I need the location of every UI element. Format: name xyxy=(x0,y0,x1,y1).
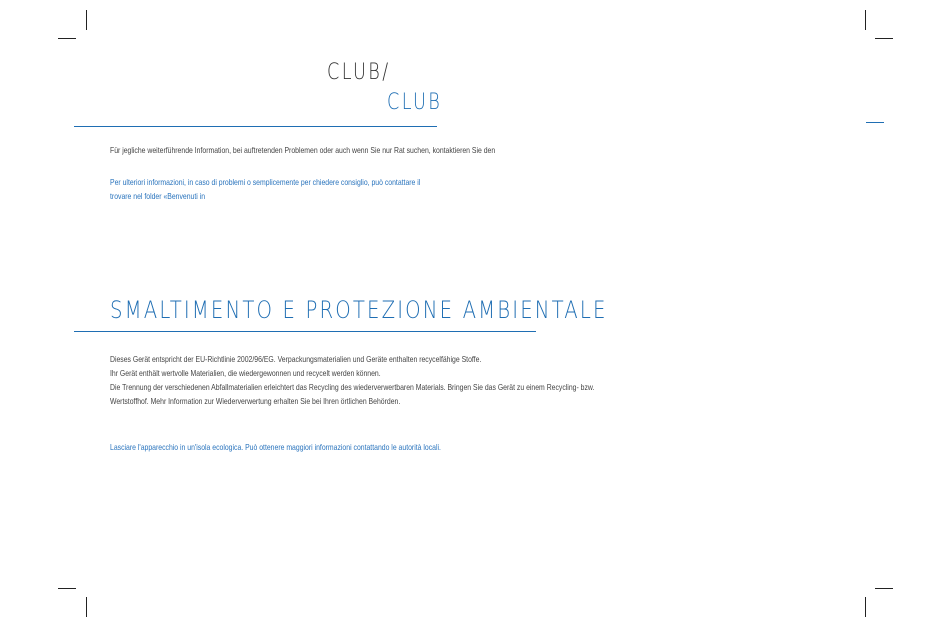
crop-mark-top-right-h xyxy=(875,38,893,39)
club-heading-de: CLUB/ xyxy=(327,60,391,85)
disposal-text-de-line1: Dieses Gerät entspricht der EU-Richtlinie 2002/96/EG. Verpackungsmaterialien und Geräte enthalten recycelfähige Stoffe. xyxy=(110,354,482,364)
club-text-de: Für jegliche weiterführende Information, bei auftretenden Problemen oder auch wenn Sie nur Rat suchen, kontaktieren Sie den xyxy=(110,145,496,155)
crop-mark-bottom-left-v xyxy=(86,597,87,617)
disposal-heading-rule xyxy=(74,331,536,332)
crop-mark-bottom-right-v xyxy=(865,597,866,617)
disposal-heading: SMALTIMENTO E PROTEZIONE AMBIENTALE xyxy=(110,296,608,324)
club-heading-rule xyxy=(74,126,437,127)
disposal-text-de-line3: Die Trennung der verschiedenen Abfallmaterialien erleichtert das Recycling des wiederverwertbaren Materials. Bringen Sie das Gerät zu einem Recycling- bzw. xyxy=(110,382,595,392)
disposal-text-de-line2: Ihr Gerät enthält wertvolle Materialien, die wiedergewonnen und recycelt werden können. xyxy=(110,368,381,378)
club-heading-it: CLUB xyxy=(387,90,443,115)
disposal-text-de-line4: Wertstoffhof. Mehr Information zur Wiederverwertung erhalten Sie bei Ihren örtlichen Behörden. xyxy=(110,396,401,406)
crop-mark-top-left-v xyxy=(86,10,87,30)
crop-mark-top-left-h xyxy=(58,38,76,39)
crop-mark-bottom-left-h xyxy=(58,588,76,589)
disposal-text-it: Lasciare l'apparecchio in un'isola ecologica. Può ottenere maggiori informazioni contattando le autorità locali. xyxy=(110,442,441,452)
crop-mark-bottom-right-h xyxy=(875,588,893,589)
margin-accent-mark xyxy=(866,122,884,123)
crop-mark-top-right-v xyxy=(865,10,866,30)
club-text-it-line2: trovare nel folder «Benvenuti in xyxy=(110,191,206,201)
club-text-it-line1: Per ulteriori informazioni, in caso di problemi o semplicemente per chiedere consiglio, può contattare il xyxy=(110,177,421,187)
